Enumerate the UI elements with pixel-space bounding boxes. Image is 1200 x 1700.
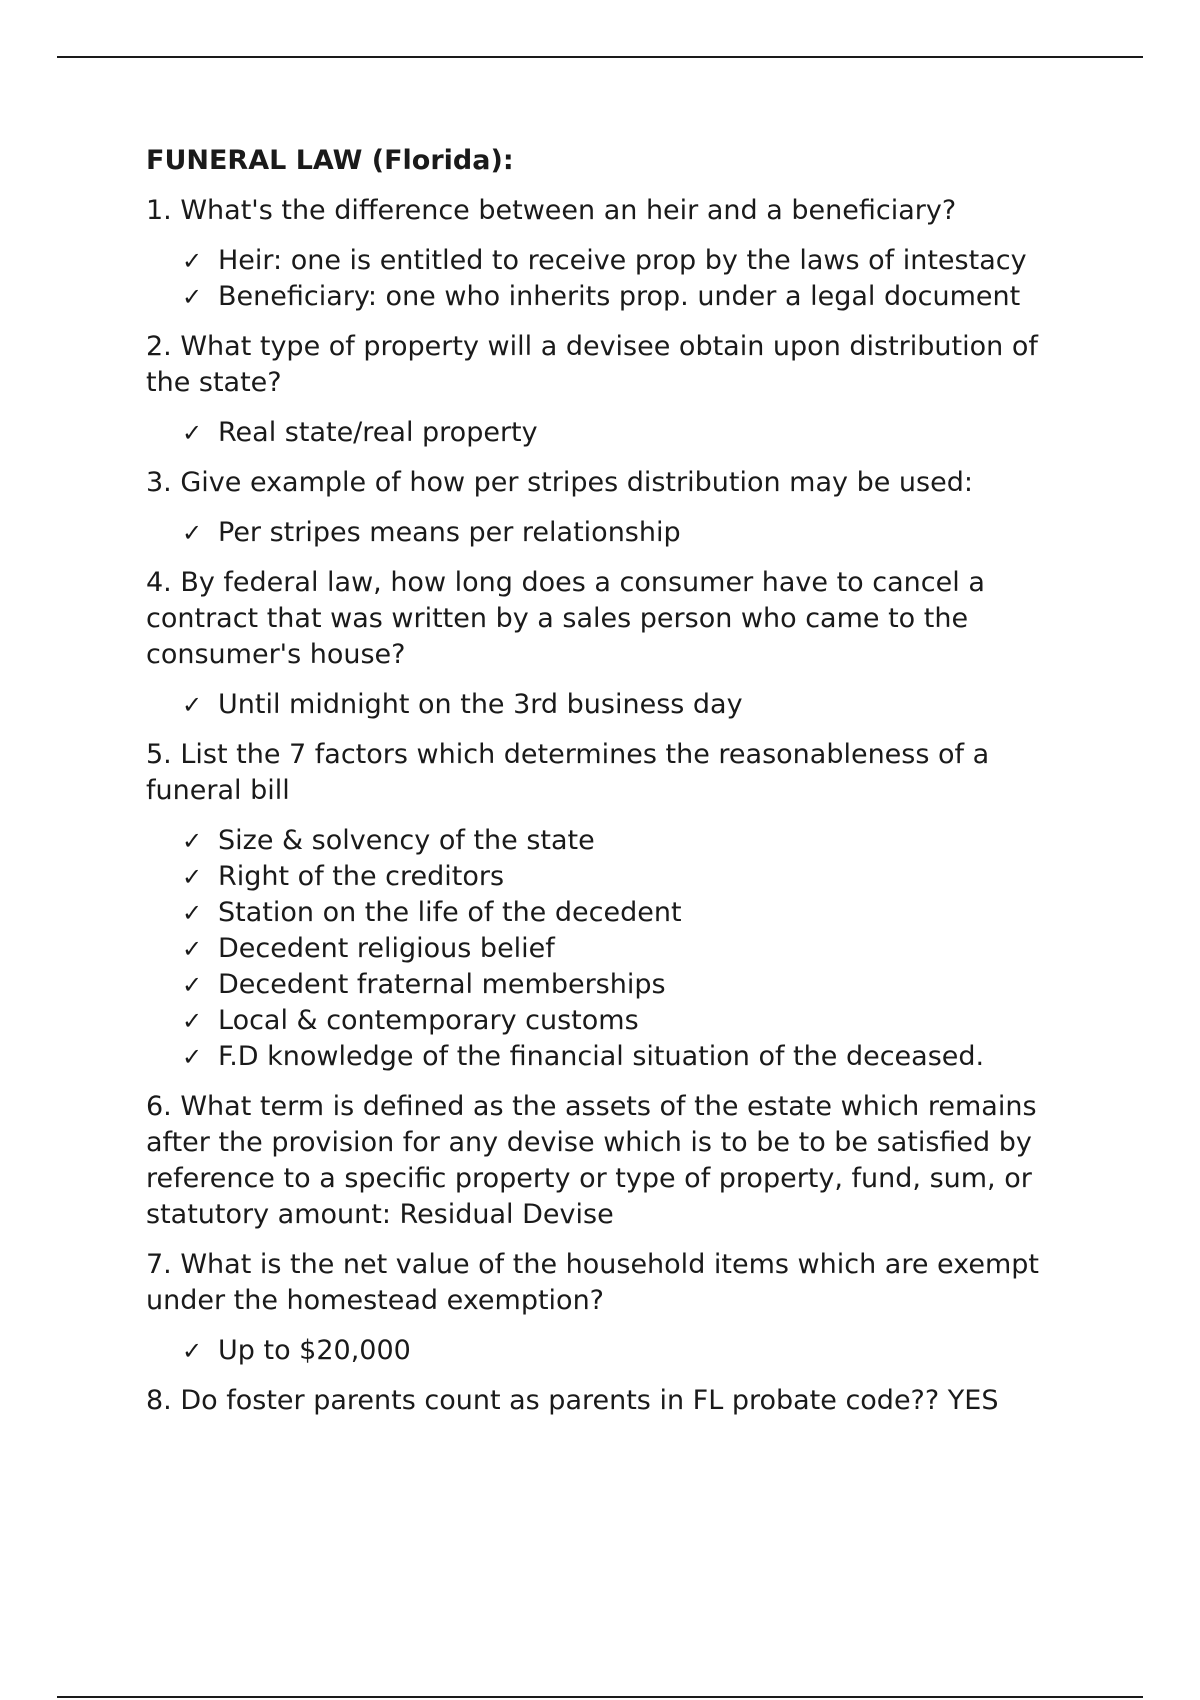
answer-item <box>182 1039 1086 1075</box>
answer-text: Real state/real property <box>218 417 538 448</box>
answer-item <box>182 967 1086 1003</box>
check-icon: ✓ <box>182 827 203 855</box>
top-divider <box>57 56 1143 58</box>
question-2 <box>146 329 1086 451</box>
answer-item <box>182 859 1086 895</box>
question-8 <box>146 1383 1086 1419</box>
check-icon: ✓ <box>182 1043 203 1071</box>
question-6 <box>146 1089 1086 1233</box>
check-icon: ✓ <box>182 419 203 447</box>
answer-text: Station on the life of the decedent <box>218 897 682 928</box>
answer-item <box>182 243 1086 279</box>
check-icon: ✓ <box>182 283 203 311</box>
question-5 <box>146 737 1086 1075</box>
answer-list <box>146 687 1086 723</box>
answer-text: Per stripes means per relationship <box>218 517 681 548</box>
answer-list <box>146 515 1086 551</box>
document-heading: FUNERAL LAW (Florida): <box>146 145 514 176</box>
answer-item <box>182 823 1086 859</box>
check-icon: ✓ <box>182 691 203 719</box>
answer-list <box>146 823 1086 1075</box>
check-icon: ✓ <box>182 247 203 275</box>
question-text: 4. By federal law, how long does a consumer have to cancel a contract that was written by a sales person who came to the consumer's house? <box>146 567 985 670</box>
question-text: 7. What is the net value of the household items which are exempt under the homestead exemption? <box>146 1249 1039 1316</box>
answer-text: Decedent religious belief <box>218 933 555 964</box>
question-7 <box>146 1247 1086 1369</box>
answer-list <box>146 415 1086 451</box>
question-text: 1. What's the difference between an heir and a beneficiary? <box>146 195 957 226</box>
answer-text: Right of the creditors <box>218 861 505 892</box>
check-icon: ✓ <box>182 971 203 999</box>
answer-text: F.D knowledge of the financial situation of the deceased. <box>218 1041 985 1072</box>
question-text: 5. List the 7 factors which determines the reasonableness of a funeral bill <box>146 739 990 806</box>
answer-item <box>182 515 1086 551</box>
answer-item <box>182 279 1086 315</box>
check-icon: ✓ <box>182 863 203 891</box>
answer-text: Beneficiary: one who inherits prop. under a legal document <box>218 281 1021 312</box>
check-icon: ✓ <box>182 1007 203 1035</box>
question-text: 2. What type of property will a devisee obtain upon distribution of the state? <box>146 331 1038 398</box>
answer-item <box>182 931 1086 967</box>
question-text: 6. What term is defined as the assets of the estate which remains after the provision for any devise which is to be to be satisfied by reference to a specific property or type of property, fund, sum, or statutory amount: Residual Devise <box>146 1091 1037 1230</box>
question-4 <box>146 565 1086 723</box>
question-text: 3. Give example of how per stripes distribution may be used: <box>146 467 973 498</box>
answer-text: Decedent fraternal memberships <box>218 969 666 1000</box>
bottom-divider <box>57 1696 1143 1698</box>
answer-text: Heir: one is entitled to receive prop by the laws of intestacy <box>218 245 1027 276</box>
answer-item <box>182 687 1086 723</box>
answer-text: Until midnight on the 3rd business day <box>218 689 743 720</box>
answer-item <box>182 1003 1086 1039</box>
check-icon: ✓ <box>182 935 203 963</box>
question-1 <box>146 193 1086 315</box>
question-3 <box>146 465 1086 551</box>
question-text: 8. Do foster parents count as parents in FL probate code?? YES <box>146 1385 999 1416</box>
document-body <box>146 143 1086 1433</box>
answer-list <box>146 243 1086 315</box>
answer-item <box>182 415 1086 451</box>
answer-item <box>182 895 1086 931</box>
answer-list <box>146 1333 1086 1369</box>
answer-text: Local & contemporary customs <box>218 1005 639 1036</box>
check-icon: ✓ <box>182 519 203 547</box>
answer-text: Size & solvency of the state <box>218 825 595 856</box>
check-icon: ✓ <box>182 899 203 927</box>
answer-item <box>182 1333 1086 1369</box>
check-icon: ✓ <box>182 1337 203 1365</box>
answer-text: Up to $20,000 <box>218 1335 411 1366</box>
